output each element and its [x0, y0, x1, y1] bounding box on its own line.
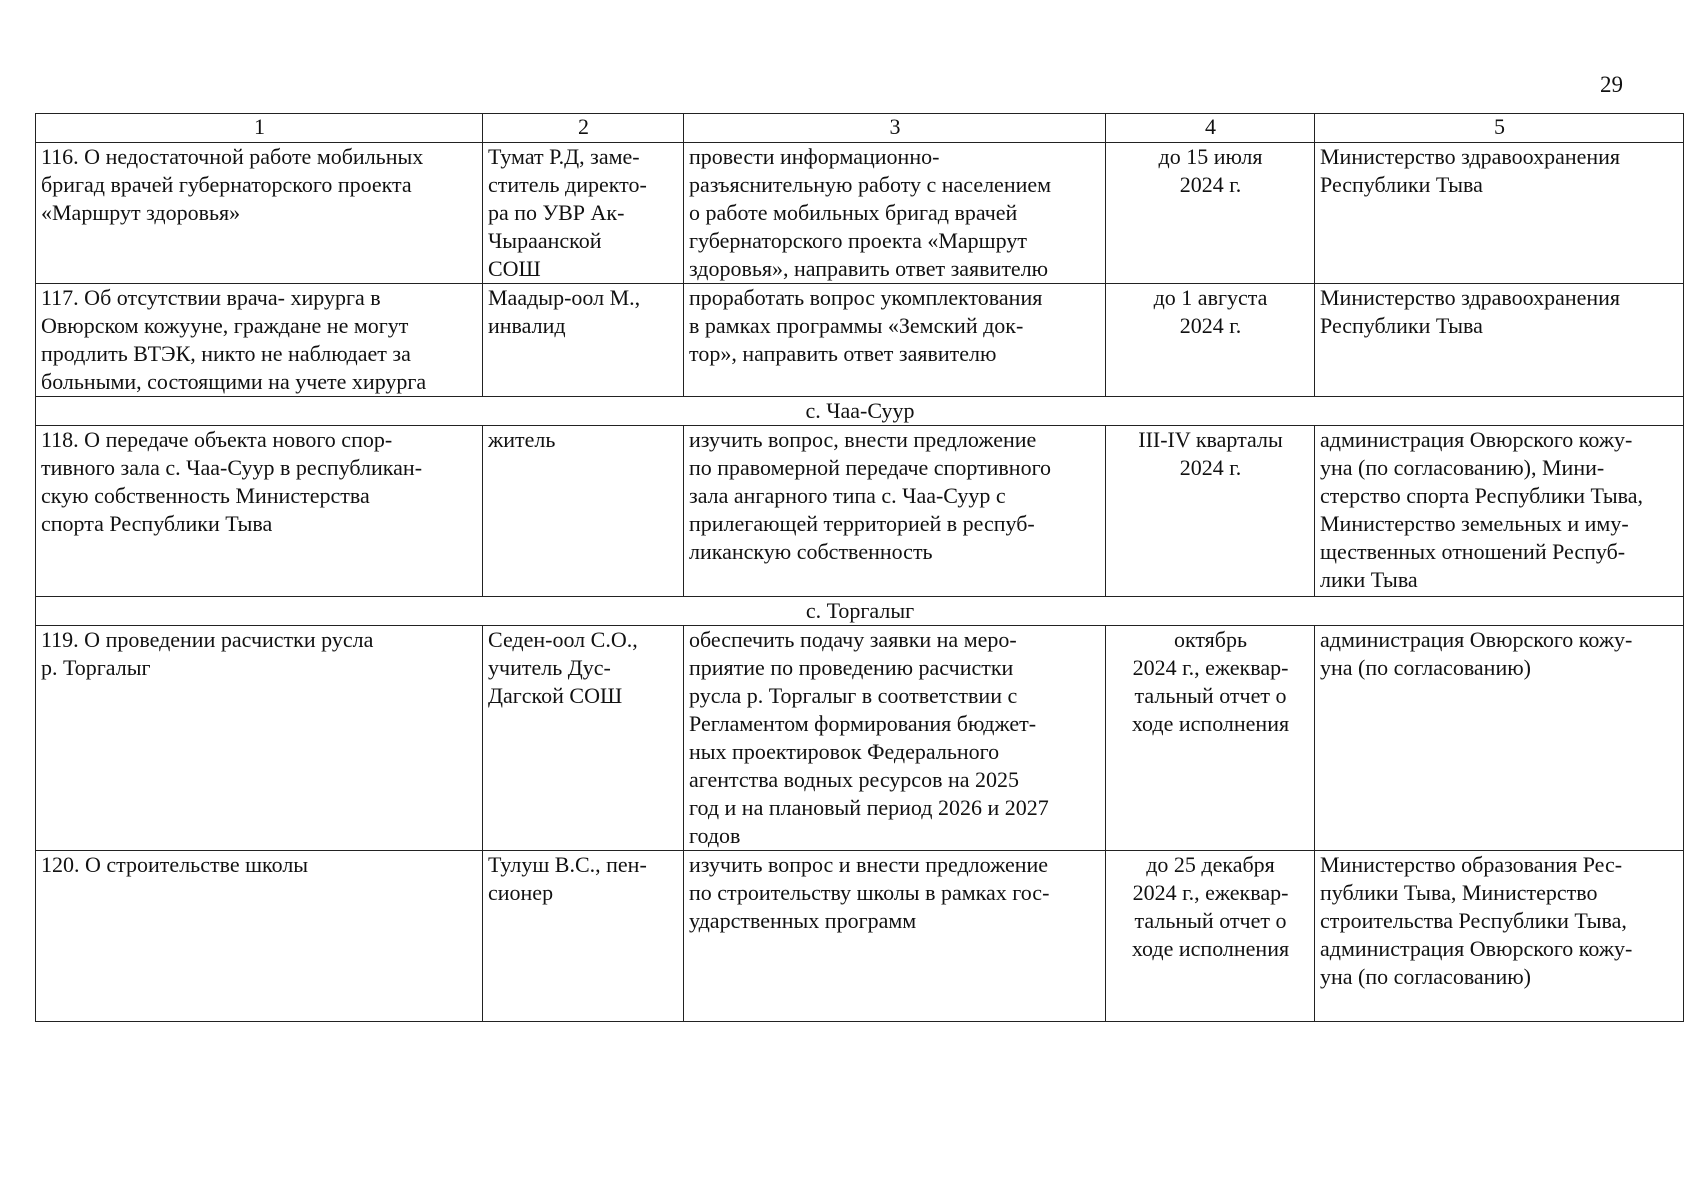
table-row	[36, 143, 1684, 284]
table-row	[36, 284, 1684, 397]
applicant-cell: Маадыр-оол М., инвалид	[483, 284, 684, 397]
measure-cell: обеспечить подачу заявки на меро- приятие по проведению расчистки русла р. Торгалыг в соответствии с Регламентом формирования бюджет- ных проектировок Федерального агентства водных ресурсов на 2025 год и на плановый период 2026 и 2027 годов	[684, 626, 1106, 851]
deadline-cell: до 15 июля 2024 г.	[1106, 143, 1315, 284]
table-row	[36, 626, 1684, 851]
responsible-cell: Министерство здравоохранения Республики Тыва	[1315, 284, 1684, 397]
table-row	[36, 851, 1684, 1022]
section-row	[36, 397, 1684, 426]
table-row	[36, 426, 1684, 597]
column-header-1: 1	[36, 114, 483, 143]
applicant-cell: Тумат Р.Д, заме- ститель директо- ра по УВР Ак- Чыраанской СОШ	[483, 143, 684, 284]
issue-cell: 116. О недостаточной работе мобильных бригад врачей губернаторского проекта «Маршрут здоровья»	[36, 143, 483, 284]
measure-cell: провести информационно- разъяснительную работу с населением о работе мобильных бригад врачей губернаторского проекта «Маршрут здоровья», направить ответ заявителю	[684, 143, 1106, 284]
page-number: 29	[1600, 72, 1623, 97]
column-header-5: 5	[1315, 114, 1684, 143]
deadline-cell: до 1 августа 2024 г.	[1106, 284, 1315, 397]
issue-cell: 117. Об отсутствии врача- хирурга в Овюрском кожууне, граждане не могут продлить ВТЭК, никто не наблюдает за больными, состоящими на учете хирурга	[36, 284, 483, 397]
column-header-4: 4	[1106, 114, 1315, 143]
measure-cell: проработать вопрос укомплектования в рамках программы «Земский док- тор», направить ответ заявителю	[684, 284, 1106, 397]
table-body	[36, 114, 1684, 1022]
column-header-3: 3	[684, 114, 1106, 143]
section-title: с. Торгалыг	[36, 597, 1684, 626]
section-row	[36, 597, 1684, 626]
measure-cell: изучить вопрос, внести предложение по правомерной передаче спортивного зала ангарного типа с. Чаа-Суур с прилегающей территорией в респуб- ликанскую собственность	[684, 426, 1106, 597]
applicant-cell: Тулуш В.С., пен- сионер	[483, 851, 684, 1022]
applicant-cell: житель	[483, 426, 684, 597]
deadline-cell: октябрь 2024 г., ежеквар- тальный отчет о ходе исполнения	[1106, 626, 1315, 851]
responsible-cell: Министерство образования Рес- публики Тыва, Министерство строительства Республики Тыва, администрация Овюрского кожу- уна (по согласованию)	[1315, 851, 1684, 1022]
responsible-cell: администрация Овюрского кожу- уна (по согласованию), Мини- стерство спорта Республики Тыва, Министерство земельных и иму- щественных отношений Респуб- лики Тыва	[1315, 426, 1684, 597]
applicant-cell: Седен-оол С.О., учитель Дус- Дагской СОШ	[483, 626, 684, 851]
responsible-cell: Министерство здравоохранения Республики Тыва	[1315, 143, 1684, 284]
deadline-cell: до 25 декабря 2024 г., ежеквар- тальный отчет о ходе исполнения	[1106, 851, 1315, 1022]
issue-cell: 119. О проведении расчистки русла р. Торгалыг	[36, 626, 483, 851]
measure-cell: изучить вопрос и внести предложение по строительству школы в рамках гос- ударственных программ	[684, 851, 1106, 1022]
column-number-row	[36, 114, 1684, 143]
column-header-2: 2	[483, 114, 684, 143]
responsible-cell: администрация Овюрского кожу- уна (по согласованию)	[1315, 626, 1684, 851]
issue-cell: 120. О строительстве школы	[36, 851, 483, 1022]
appeals-table	[35, 113, 1684, 1022]
section-title: с. Чаа-Суур	[36, 397, 1684, 426]
deadline-cell: III-IV кварталы 2024 г.	[1106, 426, 1315, 597]
issue-cell: 118. О передаче объекта нового спор- тивного зала с. Чаа-Суур в республикан- скую собственность Министерства спорта Республики Тыва	[36, 426, 483, 597]
